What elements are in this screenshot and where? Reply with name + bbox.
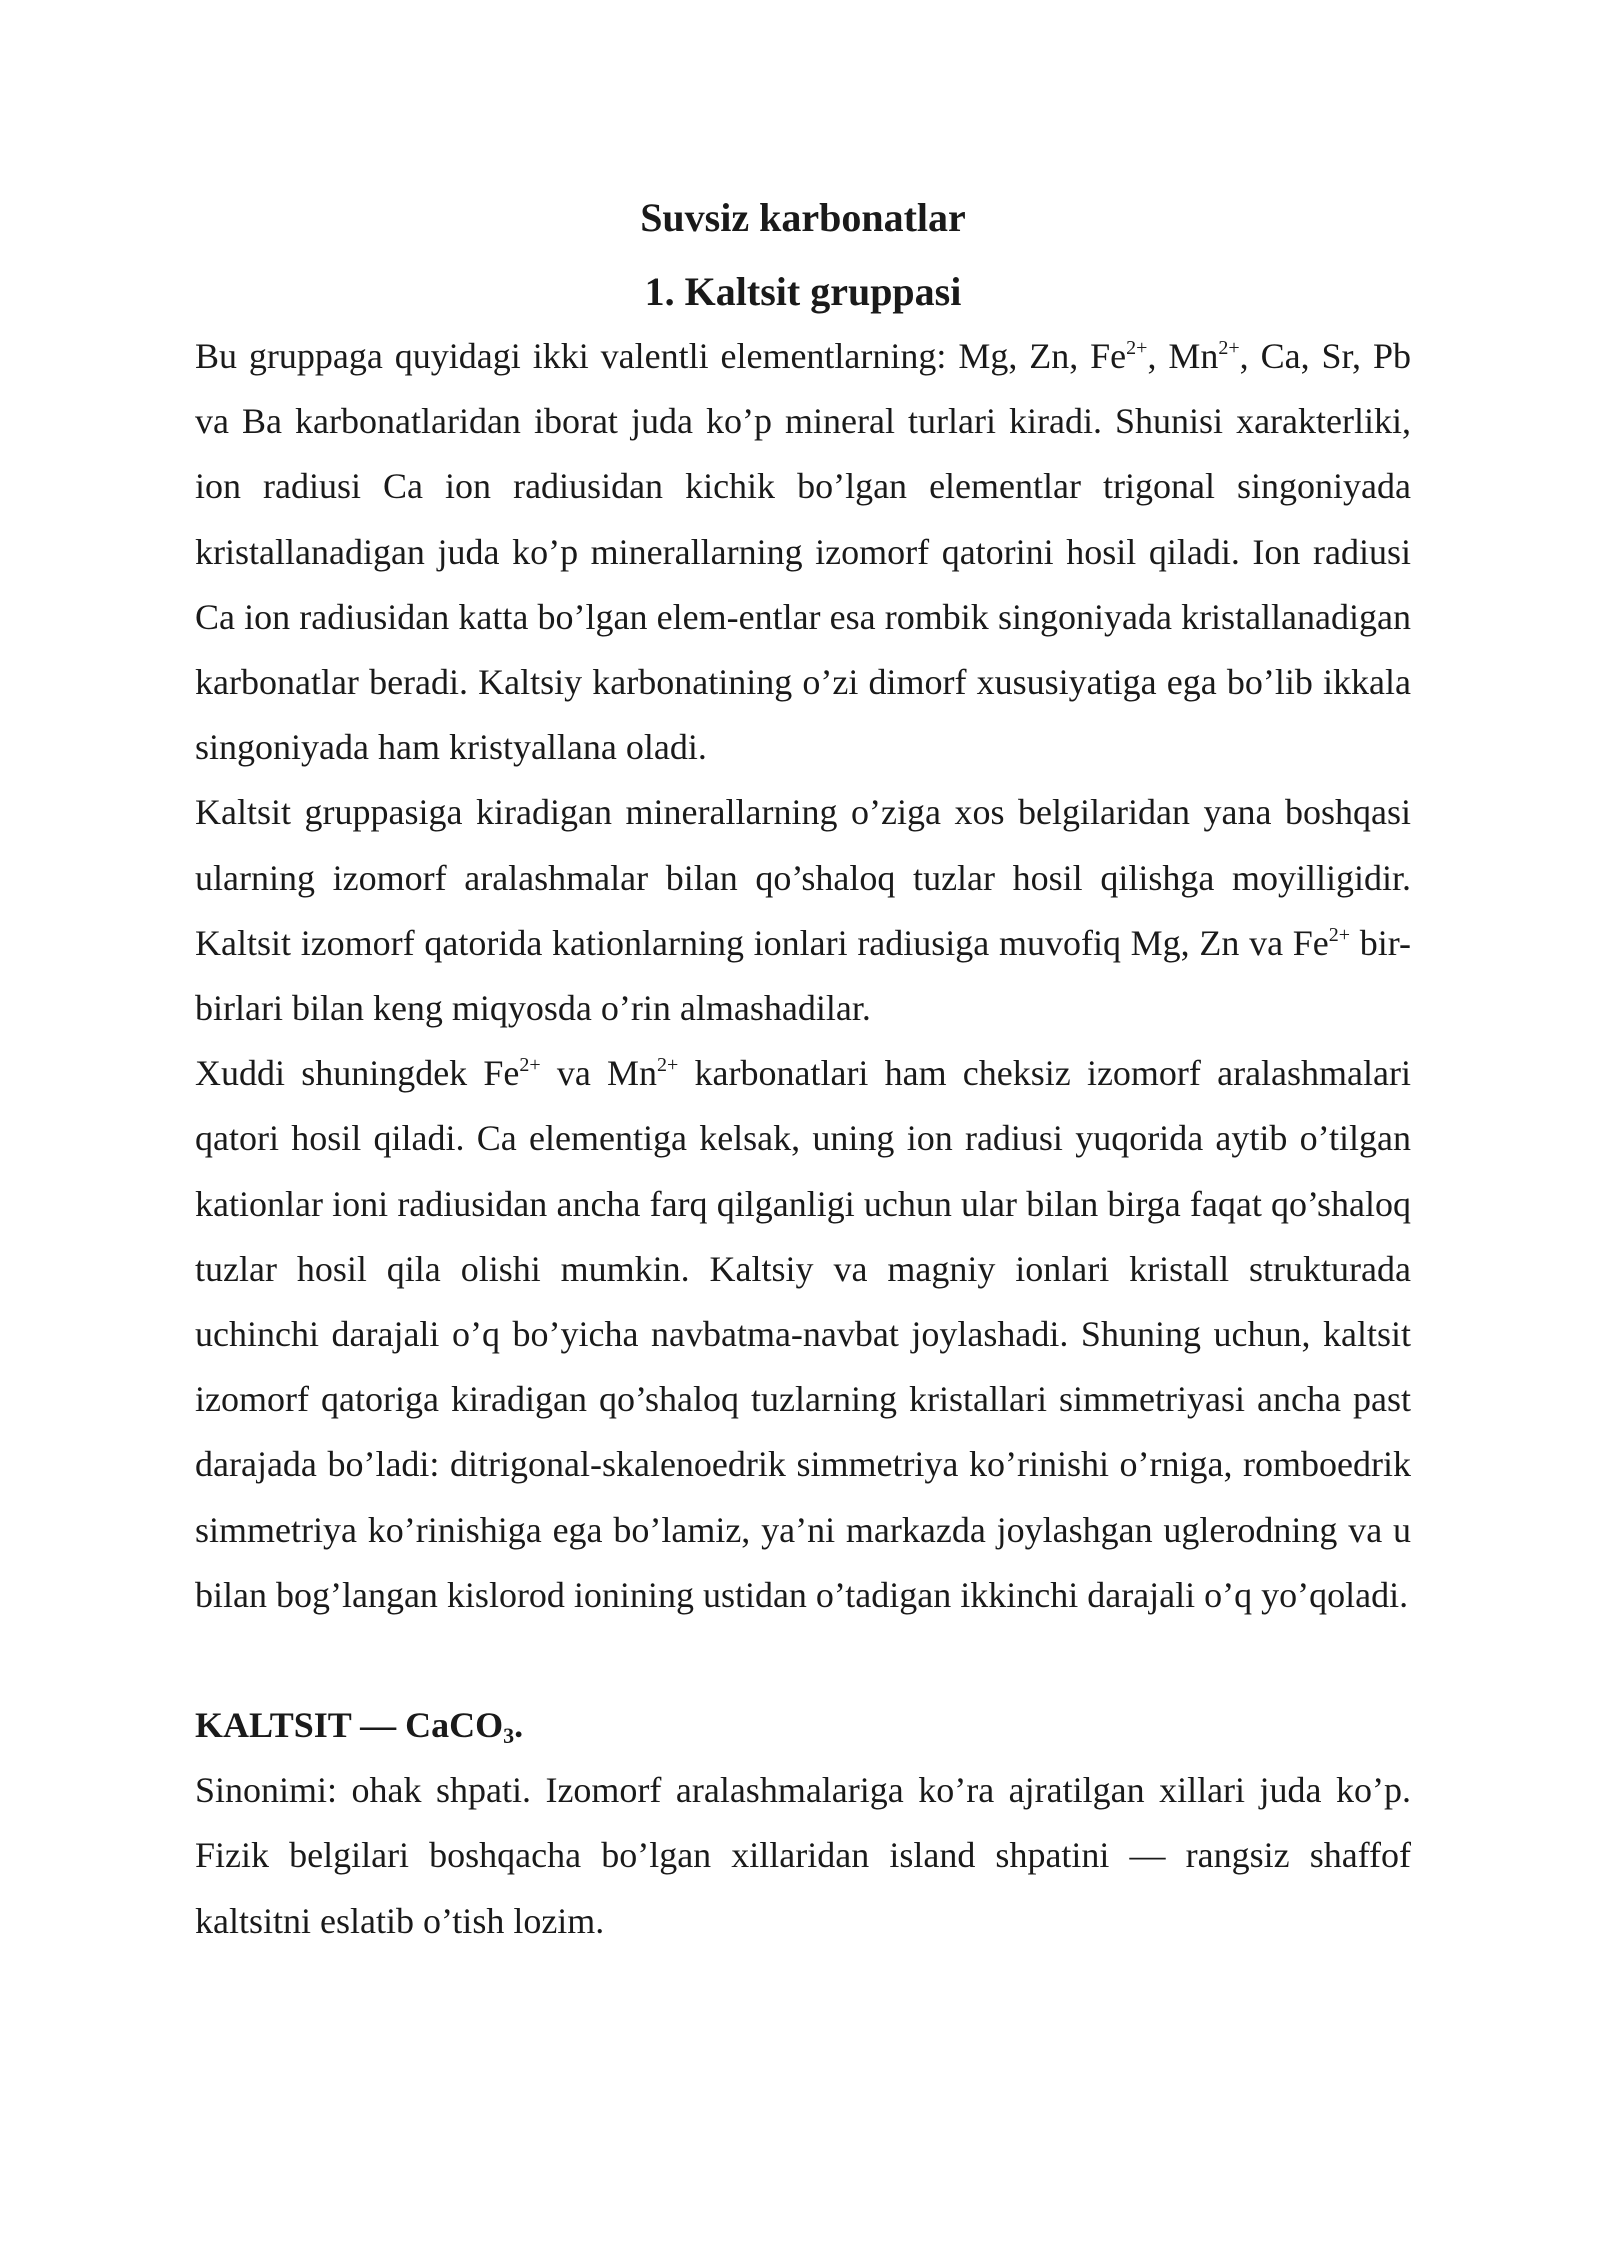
paragraph-3-text-c: karbonatlari ham cheksiz izomorf aralashmalari qatori hosil qiladi. Ca elementiga kelsak, uning ion radiusi yuqorida aytib o’tilgan kationlar ioni radiusidan ancha farq qilganligi uchun ular bilan birga faqat qo’shaloq tuzlar hosil qila olishi mumkin. Kaltsiy va magniy ionlari kristall strukturada uchinchi darajali o’q bo’yicha navbatma-navbat joylashadi. Shuning uchun, kaltsit izomorf qatoriga kiradigan qo’shaloq tuzlarning kristallari simmetriyasi ancha past darajada bo’ladi: ditrigonal-skalenoedrik simmetriya ko’rinishi o’rniga, romboedrik simmetriya ko’rinishiga ega bo’lamiz, ya’ni markazda joylashgan uglerodning va u bilan bog’langan kislorod ionining ustidan o’tadigan ikkinchi darajali o’q yo’qoladi. [195,1053,1411,1615]
paragraph-spacer [195,1628,1411,1693]
paragraph-4: Sinonimi: ohak shpati. Izomorf aralashmalariga ko’ra ajratilgan xillari juda ko’p. Fizik belgilari boshqacha bo’lgan xillaridan island shpatini — rangsiz shaffof kaltsitni eslatib o’tish lozim. [195,1770,1411,1941]
paragraph-1-text-a: Bu gruppaga quyidagi ikki valentli elementlarning: Mg, Zn, Fe [195,336,1127,376]
charge-superscript: 2+ [1126,337,1148,359]
paragraph-3-text-a: Xuddi shuningdek Fe [195,1053,520,1094]
paragraph-3 [195,1041,1411,1628]
charge-superscript: 2+ [657,1054,679,1077]
charge-superscript: 2+ [1328,923,1351,946]
section-title: 1. Kaltsit gruppasi [644,269,962,314]
document-title: Suvsiz karbonatlar [640,195,966,240]
mineral-heading-period: . [514,1705,524,1746]
charge-superscript: 2+ [519,1054,541,1077]
paragraph-3-text-b: va Mn [540,1053,658,1094]
paragraph-2-text-b: bir-birlari bilan keng miqyosda o’rin almashadilar. [195,922,1411,1029]
document-page [195,190,1411,1954]
paragraph-2 [195,780,1411,1041]
paragraph-1-text-b: , Mn [1147,336,1219,376]
mineral-heading [195,1693,1411,1758]
charge-superscript: 2+ [1218,337,1240,359]
paragraph-1-text-c: , Ca, Sr, Pb va Ba karbonatlaridan iborat juda ko’p mineral turlari kiradi. Shunisi xarakterliki, ion radiusi Ca ion radiusidan kichik bo’lgan elementlar trigonal singoniyada kristallanadigan juda ko’p minerallarning izomorf qatorini hosil qiladi. Ion radiusi Ca ion radiusidan katta bo’lgan elem-entlar esa rombik singoniyada kristallanadigan karbonatlar beradi. Kaltsiy karbonatining o’zi dimorf xususiyatiga ega bo’lib ikkala singoniyada ham kristyallana oladi. [195,336,1411,768]
mineral-heading-text: KALTSIT — CaCO [195,1705,504,1746]
paragraph-1 [195,324,1411,780]
formula-subscript: 3 [503,1723,515,1749]
paragraph-2-text-a: Kaltsit gruppasiga kiradigan minerallarning o’ziga xos belgilaridan yana boshqasi ularning izomorf aralashmalar bilan qo’shaloq tuzlar hosil qilishga moyilligidir. Kaltsit izomorf qatorida kationlarning ionlari radiusiga muvofiq Mg, Zn va Fe [195,792,1411,963]
